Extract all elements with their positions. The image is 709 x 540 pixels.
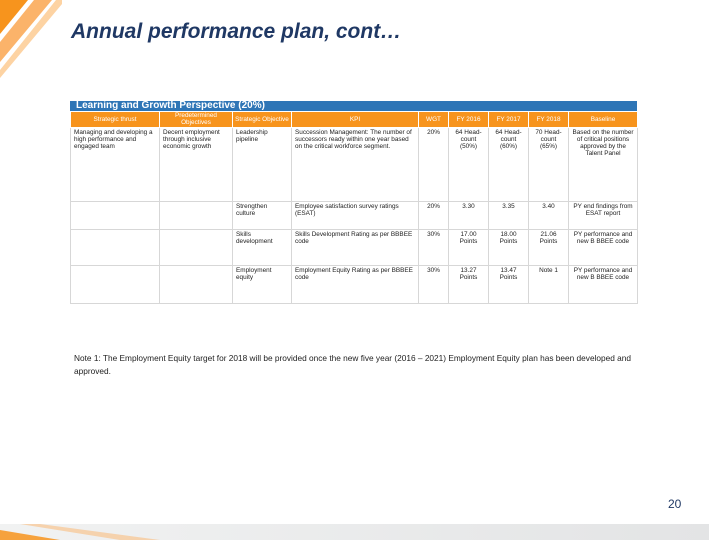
column-header-row <box>71 112 638 128</box>
table-row <box>71 127 638 201</box>
page-number: 20 <box>668 497 682 511</box>
table-heading: Learning and Growth Perspective (20%) <box>70 101 637 111</box>
cell-fy2017: 64 Head-count (60%) <box>489 127 529 201</box>
cell-kpi: Succession Management: The number of successors ready within one year based on the critical workforce segment. <box>292 127 419 201</box>
table-row <box>71 201 638 229</box>
cell-objective: Skills development <box>233 229 292 265</box>
cell-fy2017: 3.35 <box>489 201 529 229</box>
table-row <box>71 229 638 265</box>
cell-thrust <box>71 265 160 303</box>
cell-kpi: Employment Equity Rating as per BBBEE code <box>292 265 419 303</box>
cell-fy2016: 64 Head-count (50%) <box>449 127 489 201</box>
cell-fy2018: 21.06 Points <box>529 229 569 265</box>
cell-wgt: 30% <box>419 265 449 303</box>
footnote: Note 1: The Employment Equity target for 2018 will be provided once the new five year (2016 – 2021) Employment Equity plan has been developed and approved. <box>74 353 632 376</box>
cell-wgt: 20% <box>419 127 449 201</box>
cell-thrust <box>71 229 160 265</box>
col-header-fy2017: FY 2017 <box>489 112 529 128</box>
cell-predetermined <box>160 229 233 265</box>
col-header-wgt: WGT <box>419 112 449 128</box>
cell-baseline: PY performance and new B BBEE code <box>569 229 638 265</box>
cell-fy2017: 18.00 Points <box>489 229 529 265</box>
cell-fy2018: Note 1 <box>529 265 569 303</box>
cell-baseline: PY end findings from ESAT report <box>569 201 638 229</box>
cell-thrust <box>71 201 160 229</box>
cell-wgt: 20% <box>419 201 449 229</box>
cell-fy2016: 13.27 Points <box>449 265 489 303</box>
cell-fy2018: 70 Head-count (65%) <box>529 127 569 201</box>
corner-decoration-graphic <box>0 0 62 80</box>
cell-fy2016: 3.30 <box>449 201 489 229</box>
cell-fy2016: 17.00 Points <box>449 229 489 265</box>
col-header-fy2016: FY 2016 <box>449 112 489 128</box>
cell-objective: Employment equity <box>233 265 292 303</box>
cell-fy2018: 3.40 <box>529 201 569 229</box>
col-header-strategic-thrust: Strategic thrust <box>71 112 160 128</box>
cell-objective: Leadership pipeline <box>233 127 292 201</box>
cell-predetermined <box>160 201 233 229</box>
table-row <box>71 265 638 303</box>
cell-baseline: Based on the number of critical positions approved by the Talent Panel <box>569 127 638 201</box>
cell-thrust: Managing and developing a high performance and engaged team <box>71 127 160 201</box>
cell-wgt: 30% <box>419 229 449 265</box>
bottom-decoration-band <box>0 524 709 540</box>
cell-kpi: Employee satisfaction survey ratings (ESAT) <box>292 201 419 229</box>
col-header-fy2018: FY 2018 <box>529 112 569 128</box>
slide-title: Annual performance plan, cont… <box>71 20 402 43</box>
col-header-baseline: Baseline <box>569 112 638 128</box>
col-header-predetermined-objectives: Predetermined Objectives <box>160 112 233 128</box>
cell-predetermined <box>160 265 233 303</box>
cell-predetermined: Decent employment through inclusive economic growth <box>160 127 233 201</box>
bottom-decoration-graphic <box>0 524 709 540</box>
cell-objective: Strengthen culture <box>233 201 292 229</box>
cell-baseline: PY performance and new B BBEE code <box>569 265 638 303</box>
cell-kpi: Skills Development Rating as per BBBEE code <box>292 229 419 265</box>
cell-fy2017: 13.47 Points <box>489 265 529 303</box>
col-header-kpi: KPI <box>292 112 419 128</box>
col-header-strategic-objective: Strategic Objective <box>233 112 292 128</box>
performance-table <box>70 101 637 304</box>
